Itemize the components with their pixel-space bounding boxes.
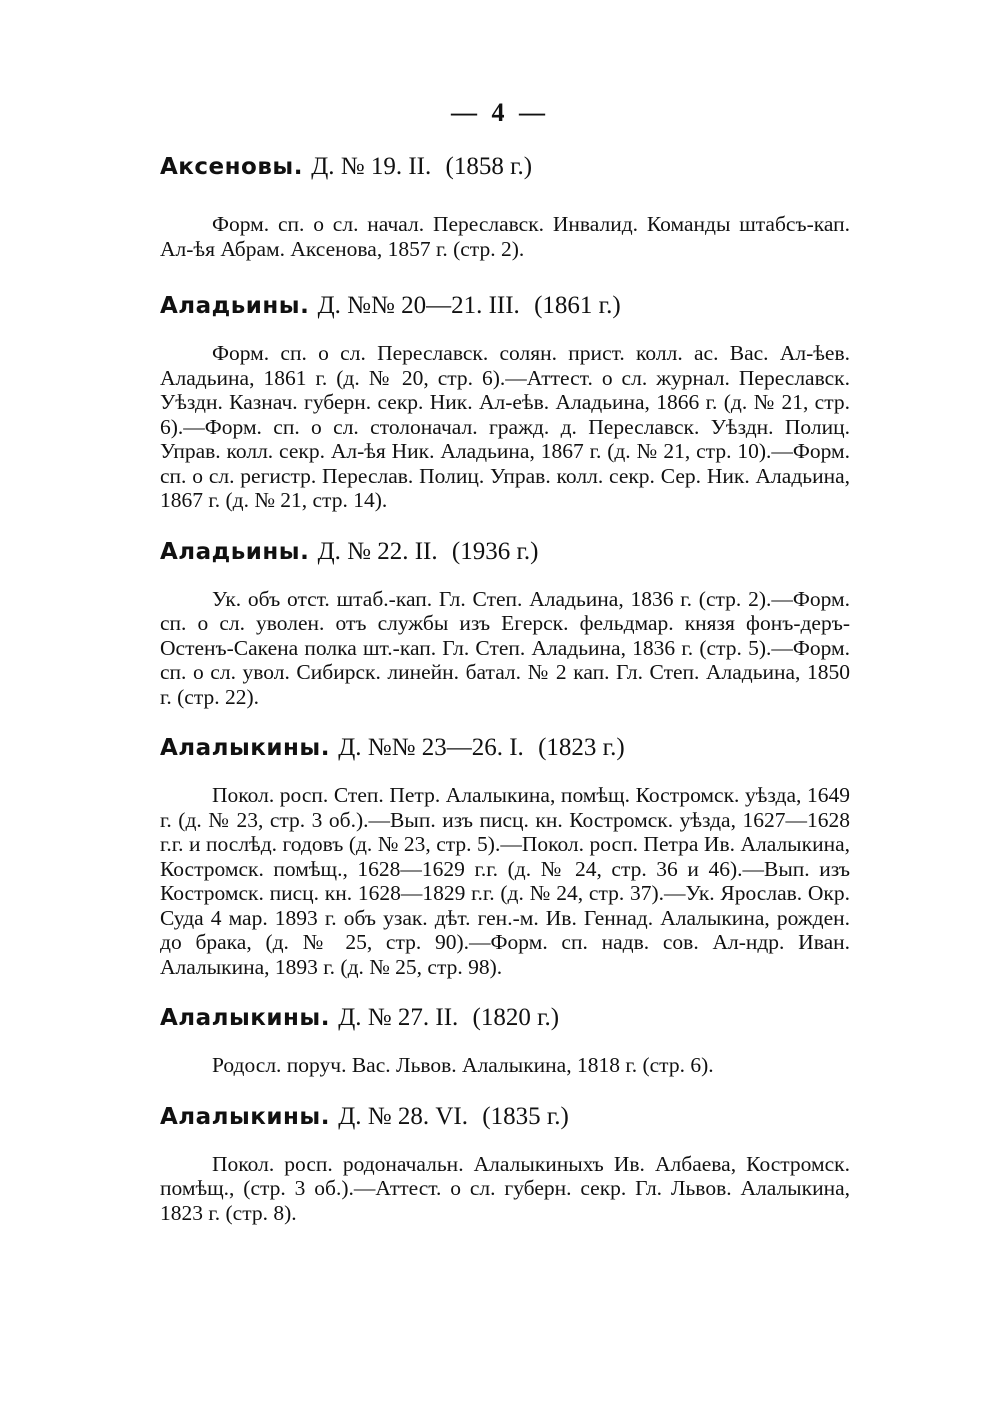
entry bbox=[160, 535, 850, 710]
entry-heading bbox=[160, 150, 850, 184]
entry-case-ref: Д. №№ 23—26. I. bbox=[338, 734, 524, 761]
entry-surname: Алалыкины. bbox=[160, 1103, 330, 1130]
page-number: — 4 — bbox=[451, 98, 549, 127]
entry-year: (1858 г.) bbox=[445, 153, 533, 180]
entry-text: Родосл. поруч. Вас. Львов. Алалыкина, 1818 г. (стр. 6). bbox=[212, 1053, 714, 1077]
entry bbox=[160, 1100, 850, 1226]
entry-text: Форм. сп. о сл. Переславск. солян. прист. колл. ас. Вас. Ал-ѣев. Аладьина, 1861 г. (д. № 20, стр. 6).—Аттест. о сл. журнал. Переславск. Уѣздн. Казнач. губерн. секр. Ник. Ал-еѣв. Аладьина, 1866 г. (д. № 21, стр. 6).—Форм. сп. о сл. столоначал. гражд. д. Переславск. Уѣздн. Полиц. Управ. колл. секр. Ал-ѣя Ник. Аладьина, 1867 г. (д. № 21, стр. 10).—Форм. сп. о сл. регистр. Переслав. Полиц. Управ. колл. секр. Сер. Ник. Аладьина, 1867 г. (д. № 21, стр. 14). bbox=[160, 341, 850, 512]
entry-year: (1820 г.) bbox=[472, 1004, 560, 1031]
entry bbox=[160, 1001, 850, 1078]
entry-text: Форм. сп. о сл. начал. Переславск. Инвалид. Команды штабсъ-кап. Ал-ѣя Абрам. Аксенова, 1857 г. (стр. 2). bbox=[160, 212, 850, 261]
entry bbox=[160, 150, 850, 261]
entry-case-ref: Д. № 27. II. bbox=[338, 1004, 459, 1031]
entry-text: Покол. росп. родоначальн. Алалыкиныхъ Ив. Албаева, Костромск. помѣщ., (стр. 3 об.).—Аттест. о сл. губерн. секр. Гл. Львов. Алалыкина, 1823 г. (стр. 8). bbox=[160, 1151, 850, 1225]
entry-case-ref: Д. № 22. II. bbox=[317, 537, 438, 565]
entry-year: (1861 г.) bbox=[534, 292, 621, 319]
entry-heading bbox=[160, 731, 850, 765]
entry-text: Покол. росп. Степ. Петр. Алалыкина, помѣщ. Костромск. уѣзда, 1649 г. (д. № 23, стр. 3 об.).—Вып. изъ писц. кн. Костромск. уѣзда, 1627—1628 г.г. и послѣд. годовъ (д. № 23, стр. 5).—Покол. росп. Петра Ив. Алалыкина, Костромск. помѣщ., 1628—1629 г.г. (д. № 24, стр. 36 и 46).—Вып. изъ Костромск. писц. кн. 1628—1829 г.г. (д. № 24, стр. 37).—Ук. Ярослав. Окр. Суда 4 мар. 1893 г. объ узак. дѣт. ген.-м. Ив. Геннад. Алалыкина, рожден. до брака, (д. № 25, стр. 90).—Форм. сп. надв. сов. Ал-ндр. Иван. Алалыкина, 1893 г. (д. № 25, стр. 98). bbox=[160, 783, 850, 979]
entry-heading bbox=[160, 1100, 850, 1134]
entry-surname: Аладьины. bbox=[160, 293, 310, 319]
entry-case-ref: Д. № 19. II. bbox=[311, 153, 432, 180]
entry-year: (1936 г.) bbox=[451, 537, 539, 565]
entry-heading bbox=[160, 289, 850, 323]
entry-text: Ук. объ отст. штаб.-кап. Гл. Степ. Аладьина, 1836 г. (стр. 2).—Форм. сп. о сл. уволен. отъ службы изъ Егерск. фельдмар. князя фонъ-деръ-Остенъ-Сакена полка шт.-кап. Гл. Степ. Аладьина, 1836 г. (стр. 5).—Форм. сп. о сл. увол. Сибирск. линейн. батал. № 2 кап. Гл. Степ. Аладьина, 1850 г. (стр. 22). bbox=[160, 586, 850, 709]
entry-year: (1835 г.) bbox=[482, 1102, 569, 1130]
entry-surname: Алалыкины. bbox=[160, 735, 330, 761]
entry-surname: Алалыкины. bbox=[160, 1005, 330, 1031]
entry-surname: Аксеновы. bbox=[160, 154, 303, 180]
entry-case-ref: Д. №№ 20—21. III. bbox=[317, 292, 520, 319]
entry-heading bbox=[160, 535, 850, 569]
entry bbox=[160, 289, 850, 513]
entry-case-ref: Д. № 28. VI. bbox=[338, 1102, 469, 1130]
entry-surname: Аладьины. bbox=[160, 538, 310, 565]
entry bbox=[160, 731, 850, 979]
entry-year: (1823 г.) bbox=[538, 734, 625, 761]
entry-heading bbox=[160, 1001, 850, 1035]
entries-list bbox=[160, 150, 850, 1247]
